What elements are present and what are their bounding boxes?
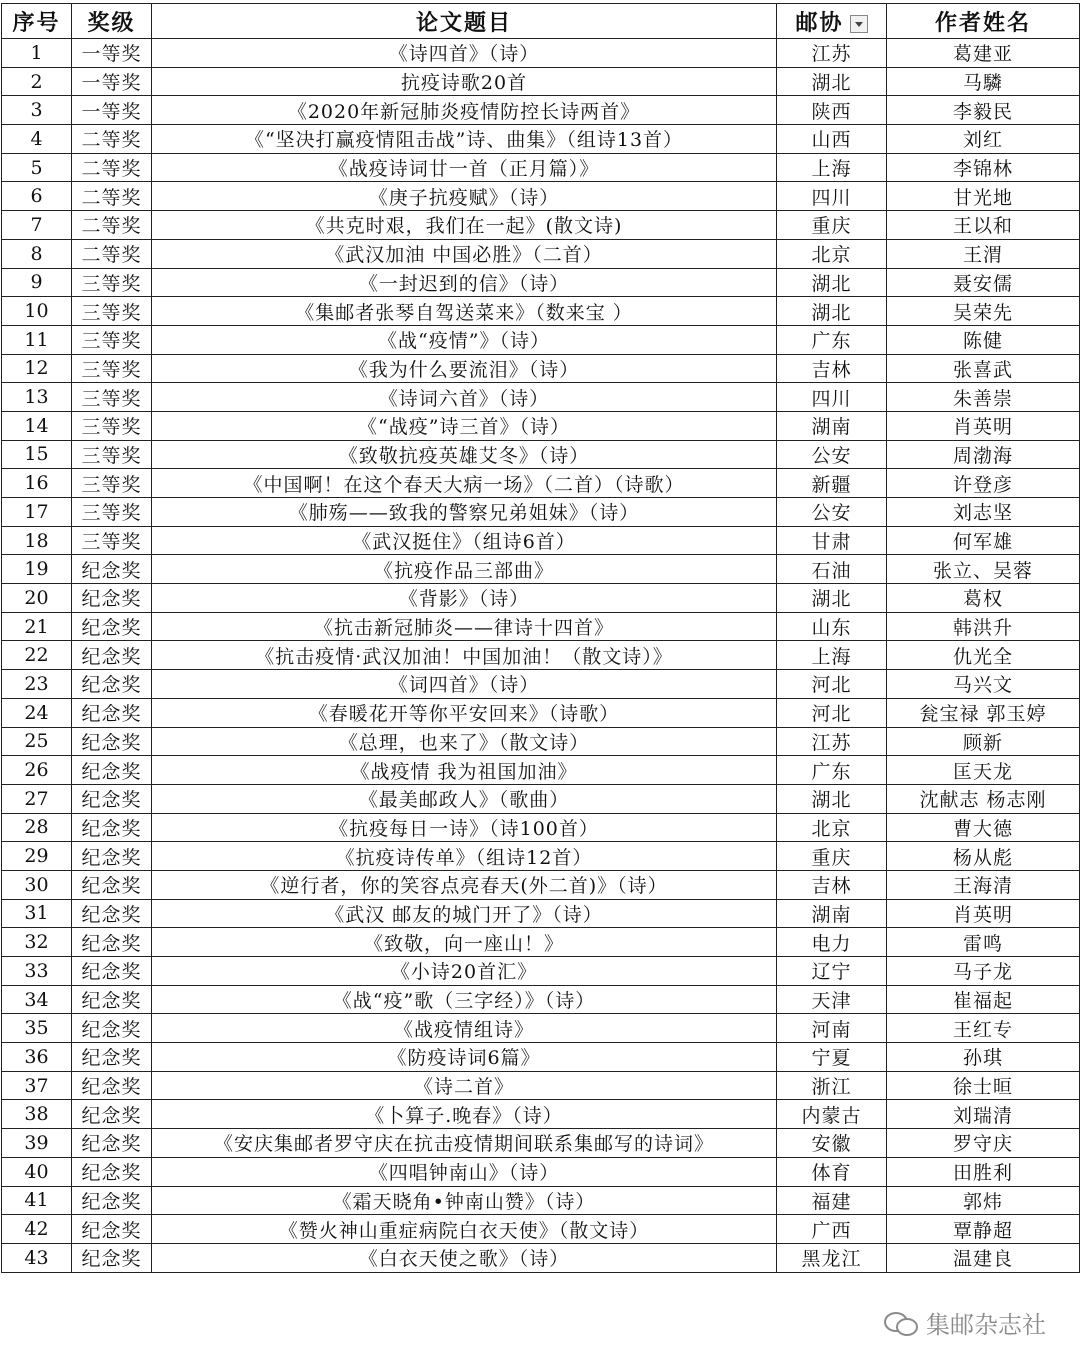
table-row bbox=[2, 670, 1080, 699]
table-row bbox=[2, 297, 1080, 326]
row-author: 温建良 bbox=[887, 1243, 1080, 1272]
row-author: 刘志坚 bbox=[887, 498, 1080, 527]
row-association: 广东 bbox=[777, 756, 887, 785]
row-award: 三等奖 bbox=[72, 440, 152, 469]
table-row bbox=[2, 1186, 1080, 1215]
row-association: 黑龙江 bbox=[777, 1243, 887, 1272]
row-author: 甘光地 bbox=[887, 182, 1080, 211]
row-association: 北京 bbox=[777, 239, 887, 268]
table-row bbox=[2, 957, 1080, 986]
row-award: 纪念奖 bbox=[72, 641, 152, 670]
row-author: 张喜武 bbox=[887, 354, 1080, 383]
row-author: 何军雄 bbox=[887, 526, 1080, 555]
row-award: 三等奖 bbox=[72, 383, 152, 412]
table-row bbox=[2, 698, 1080, 727]
row-association: 重庆 bbox=[777, 842, 887, 871]
row-award: 纪念奖 bbox=[72, 555, 152, 584]
row-association: 电力 bbox=[777, 928, 887, 957]
row-index: 33 bbox=[2, 957, 72, 986]
row-index: 42 bbox=[2, 1215, 72, 1244]
row-title: 抗疫诗歌20首 bbox=[152, 67, 777, 96]
row-author: 葛建亚 bbox=[887, 39, 1080, 68]
row-award: 纪念奖 bbox=[72, 813, 152, 842]
row-index: 35 bbox=[2, 1014, 72, 1043]
header-index: 序号 bbox=[2, 4, 72, 39]
row-index: 25 bbox=[2, 727, 72, 756]
table-row bbox=[2, 641, 1080, 670]
row-award: 三等奖 bbox=[72, 498, 152, 527]
row-award: 纪念奖 bbox=[72, 670, 152, 699]
row-association: 石油 bbox=[777, 555, 887, 584]
row-title: 《致敬，向一座山！》 bbox=[152, 928, 777, 957]
row-award: 纪念奖 bbox=[72, 928, 152, 957]
table-row bbox=[2, 96, 1080, 125]
row-association: 湖南 bbox=[777, 899, 887, 928]
row-author: 马驎 bbox=[887, 67, 1080, 96]
table-row bbox=[2, 842, 1080, 871]
row-index: 37 bbox=[2, 1071, 72, 1100]
row-title: 《“战疫”诗三首》（诗） bbox=[152, 411, 777, 440]
row-author: 覃静超 bbox=[887, 1215, 1080, 1244]
row-award: 三等奖 bbox=[72, 297, 152, 326]
table-row bbox=[2, 411, 1080, 440]
row-association: 陕西 bbox=[777, 96, 887, 125]
row-title: 《战疫诗词廿一首（正月篇）》 bbox=[152, 153, 777, 182]
header-author: 作者姓名 bbox=[887, 4, 1080, 39]
row-association: 上海 bbox=[777, 153, 887, 182]
row-title: 《肺殇——致我的警察兄弟姐妹》（诗） bbox=[152, 498, 777, 527]
row-award: 纪念奖 bbox=[72, 756, 152, 785]
row-author: 王渭 bbox=[887, 239, 1080, 268]
row-award: 三等奖 bbox=[72, 325, 152, 354]
table-row bbox=[2, 383, 1080, 412]
row-association: 上海 bbox=[777, 641, 887, 670]
row-index: 9 bbox=[2, 268, 72, 297]
row-award: 纪念奖 bbox=[72, 1043, 152, 1072]
table-row bbox=[2, 928, 1080, 957]
award-table bbox=[1, 3, 1080, 1273]
row-association: 四川 bbox=[777, 182, 887, 211]
row-association: 公安 bbox=[777, 498, 887, 527]
row-award: 纪念奖 bbox=[72, 1186, 152, 1215]
table-row bbox=[2, 469, 1080, 498]
header-row bbox=[2, 4, 1080, 39]
row-award: 纪念奖 bbox=[72, 1100, 152, 1129]
row-title: 《集邮者张琴自驾送菜来》（数来宝 ） bbox=[152, 297, 777, 326]
row-association: 新疆 bbox=[777, 469, 887, 498]
row-title: 《霜天晓角•钟南山赞》（诗） bbox=[152, 1186, 777, 1215]
row-association: 内蒙古 bbox=[777, 1100, 887, 1129]
row-title: 《白衣天使之歌》（诗） bbox=[152, 1243, 777, 1272]
row-index: 18 bbox=[2, 526, 72, 555]
row-association: 河北 bbox=[777, 670, 887, 699]
row-award: 纪念奖 bbox=[72, 784, 152, 813]
row-index: 36 bbox=[2, 1043, 72, 1072]
row-title: 《战疫情 我为祖国加油》 bbox=[152, 756, 777, 785]
table-row bbox=[2, 1243, 1080, 1272]
row-award: 一等奖 bbox=[72, 39, 152, 68]
row-association: 重庆 bbox=[777, 211, 887, 240]
table-row bbox=[2, 125, 1080, 154]
row-title: 《诗词六首》（诗） bbox=[152, 383, 777, 412]
row-award: 三等奖 bbox=[72, 469, 152, 498]
row-title: 《诗二首》 bbox=[152, 1071, 777, 1100]
row-association: 体育 bbox=[777, 1157, 887, 1186]
row-title: 《四唱钟南山》（诗） bbox=[152, 1157, 777, 1186]
row-index: 7 bbox=[2, 211, 72, 240]
row-title: 《卜算子.晚春》（诗） bbox=[152, 1100, 777, 1129]
row-author: 肖英明 bbox=[887, 411, 1080, 440]
table-row bbox=[2, 784, 1080, 813]
header-association-label: 邮协 bbox=[795, 9, 844, 36]
row-index: 1 bbox=[2, 39, 72, 68]
row-association: 湖北 bbox=[777, 67, 887, 96]
row-index: 40 bbox=[2, 1157, 72, 1186]
row-title: 《武汉加油 中国必胜》（二首） bbox=[152, 239, 777, 268]
row-title: 《最美邮政人》（歌曲） bbox=[152, 784, 777, 813]
row-association: 湖北 bbox=[777, 784, 887, 813]
table-row bbox=[2, 239, 1080, 268]
row-association: 江苏 bbox=[777, 39, 887, 68]
filter-dropdown-icon[interactable] bbox=[850, 15, 868, 33]
row-index: 21 bbox=[2, 612, 72, 641]
row-author: 刘瑞清 bbox=[887, 1100, 1080, 1129]
row-index: 28 bbox=[2, 813, 72, 842]
row-award: 二等奖 bbox=[72, 211, 152, 240]
table-row bbox=[2, 498, 1080, 527]
row-title: 《总理，也来了》（散文诗） bbox=[152, 727, 777, 756]
row-author: 王海清 bbox=[887, 870, 1080, 899]
row-association: 宁夏 bbox=[777, 1043, 887, 1072]
row-title: 《庚子抗疫赋》（诗） bbox=[152, 182, 777, 211]
row-association: 湖北 bbox=[777, 297, 887, 326]
row-title: 《抗疫诗传单》（组诗12首） bbox=[152, 842, 777, 871]
table-row bbox=[2, 727, 1080, 756]
row-index: 30 bbox=[2, 870, 72, 899]
row-association: 广东 bbox=[777, 325, 887, 354]
row-author: 罗守庆 bbox=[887, 1129, 1080, 1158]
row-author: 雷鸣 bbox=[887, 928, 1080, 957]
row-author: 田胜利 bbox=[887, 1157, 1080, 1186]
header-association bbox=[777, 4, 887, 39]
row-index: 3 bbox=[2, 96, 72, 125]
row-association: 湖北 bbox=[777, 584, 887, 613]
table-row bbox=[2, 182, 1080, 211]
row-award: 纪念奖 bbox=[72, 1129, 152, 1158]
row-title: 《抗疫每日一诗》（诗100首） bbox=[152, 813, 777, 842]
table-row bbox=[2, 354, 1080, 383]
row-index: 32 bbox=[2, 928, 72, 957]
row-author: 仇光全 bbox=[887, 641, 1080, 670]
table-row bbox=[2, 756, 1080, 785]
row-title: 《武汉 邮友的城门开了》（诗） bbox=[152, 899, 777, 928]
row-index: 10 bbox=[2, 297, 72, 326]
row-index: 39 bbox=[2, 1129, 72, 1158]
row-index: 16 bbox=[2, 469, 72, 498]
row-association: 吉林 bbox=[777, 870, 887, 899]
row-author: 马兴文 bbox=[887, 670, 1080, 699]
row-author: 马子龙 bbox=[887, 957, 1080, 986]
row-award: 纪念奖 bbox=[72, 985, 152, 1014]
row-title: 《中国啊！在这个春天大病一场》（二首）（诗歌） bbox=[152, 469, 777, 498]
row-award: 纪念奖 bbox=[72, 612, 152, 641]
row-author: 崔福起 bbox=[887, 985, 1080, 1014]
table-row bbox=[2, 1157, 1080, 1186]
table-row bbox=[2, 211, 1080, 240]
row-association: 河北 bbox=[777, 698, 887, 727]
row-author: 刘红 bbox=[887, 125, 1080, 154]
table-row bbox=[2, 899, 1080, 928]
table-row bbox=[2, 985, 1080, 1014]
table-row bbox=[2, 813, 1080, 842]
row-association: 北京 bbox=[777, 813, 887, 842]
row-award: 二等奖 bbox=[72, 182, 152, 211]
row-author: 孙琪 bbox=[887, 1043, 1080, 1072]
table-row bbox=[2, 1129, 1080, 1158]
row-author: 徐士晅 bbox=[887, 1071, 1080, 1100]
row-award: 纪念奖 bbox=[72, 1215, 152, 1244]
row-association: 甘肃 bbox=[777, 526, 887, 555]
row-index: 4 bbox=[2, 125, 72, 154]
row-association: 四川 bbox=[777, 383, 887, 412]
row-index: 23 bbox=[2, 670, 72, 699]
row-title: 《我为什么要流泪》（诗） bbox=[152, 354, 777, 383]
row-association: 湖北 bbox=[777, 268, 887, 297]
row-title: 《战“疫情”》（诗） bbox=[152, 325, 777, 354]
row-title: 《战疫情组诗》 bbox=[152, 1014, 777, 1043]
row-author: 顾新 bbox=[887, 727, 1080, 756]
row-title: 《抗击疫情·武汉加油！中国加油！（散文诗）》 bbox=[152, 641, 777, 670]
table-row bbox=[2, 39, 1080, 68]
row-author: 张立、吴蓉 bbox=[887, 555, 1080, 584]
table-row bbox=[2, 325, 1080, 354]
row-author: 聂安儒 bbox=[887, 268, 1080, 297]
row-index: 19 bbox=[2, 555, 72, 584]
table-row bbox=[2, 1100, 1080, 1129]
header-title: 论文题目 bbox=[152, 4, 777, 39]
row-association: 安徽 bbox=[777, 1129, 887, 1158]
row-award: 三等奖 bbox=[72, 411, 152, 440]
row-index: 26 bbox=[2, 756, 72, 785]
row-author: 李毅民 bbox=[887, 96, 1080, 125]
row-author: 周渤海 bbox=[887, 440, 1080, 469]
table-row bbox=[2, 67, 1080, 96]
row-title: 《一封迟到的信》（诗） bbox=[152, 268, 777, 297]
row-association: 浙江 bbox=[777, 1071, 887, 1100]
row-title: 《抗疫作品三部曲》 bbox=[152, 555, 777, 584]
row-author: 陈健 bbox=[887, 325, 1080, 354]
wechat-icon bbox=[884, 1310, 918, 1336]
row-award: 纪念奖 bbox=[72, 698, 152, 727]
row-title: 《词四首》（诗） bbox=[152, 670, 777, 699]
row-index: 43 bbox=[2, 1243, 72, 1272]
row-title: 《安庆集邮者罗守庆在抗击疫情期间联系集邮写的诗词》 bbox=[152, 1129, 777, 1158]
row-association: 山东 bbox=[777, 612, 887, 641]
table-row bbox=[2, 268, 1080, 297]
row-author: 吴荣先 bbox=[887, 297, 1080, 326]
row-title: 《春暖花开等你平安回来》（诗歌） bbox=[152, 698, 777, 727]
row-association: 河南 bbox=[777, 1014, 887, 1043]
row-award: 纪念奖 bbox=[72, 842, 152, 871]
row-title: 《武汉挺住》（组诗6首） bbox=[152, 526, 777, 555]
row-association: 广西 bbox=[777, 1215, 887, 1244]
row-title: 《诗四首》（诗） bbox=[152, 39, 777, 68]
row-association: 吉林 bbox=[777, 354, 887, 383]
row-award: 纪念奖 bbox=[72, 1243, 152, 1272]
watermark bbox=[884, 1305, 1046, 1340]
row-title: 《小诗20首汇》 bbox=[152, 957, 777, 986]
row-index: 5 bbox=[2, 153, 72, 182]
row-author: 王以和 bbox=[887, 211, 1080, 240]
table-row bbox=[2, 440, 1080, 469]
row-association: 辽宁 bbox=[777, 957, 887, 986]
row-award: 三等奖 bbox=[72, 526, 152, 555]
row-award: 一等奖 bbox=[72, 67, 152, 96]
row-index: 38 bbox=[2, 1100, 72, 1129]
row-index: 24 bbox=[2, 698, 72, 727]
table-row bbox=[2, 1014, 1080, 1043]
row-index: 15 bbox=[2, 440, 72, 469]
row-index: 13 bbox=[2, 383, 72, 412]
table-row bbox=[2, 526, 1080, 555]
row-author: 匡天龙 bbox=[887, 756, 1080, 785]
row-index: 27 bbox=[2, 784, 72, 813]
row-award: 二等奖 bbox=[72, 153, 152, 182]
row-title: 《防疫诗词6篇》 bbox=[152, 1043, 777, 1072]
row-award: 二等奖 bbox=[72, 239, 152, 268]
row-award: 三等奖 bbox=[72, 354, 152, 383]
row-index: 11 bbox=[2, 325, 72, 354]
row-title: 《共克时艰，我们在一起》(散文诗) bbox=[152, 211, 777, 240]
row-association: 湖南 bbox=[777, 411, 887, 440]
row-title: 《背影》（诗） bbox=[152, 584, 777, 613]
header-award: 奖级 bbox=[72, 4, 152, 39]
row-index: 34 bbox=[2, 985, 72, 1014]
row-author: 许登彦 bbox=[887, 469, 1080, 498]
row-author: 葛权 bbox=[887, 584, 1080, 613]
row-award: 三等奖 bbox=[72, 268, 152, 297]
row-index: 29 bbox=[2, 842, 72, 871]
row-index: 20 bbox=[2, 584, 72, 613]
table-row bbox=[2, 1071, 1080, 1100]
row-award: 纪念奖 bbox=[72, 1071, 152, 1100]
row-author: 肖英明 bbox=[887, 899, 1080, 928]
row-title: 《赞火神山重症病院白衣天使》（散文诗） bbox=[152, 1215, 777, 1244]
row-award: 纪念奖 bbox=[72, 727, 152, 756]
watermark-text: 集邮杂志社 bbox=[926, 1311, 1046, 1339]
row-author: 曹大德 bbox=[887, 813, 1080, 842]
row-award: 纪念奖 bbox=[72, 957, 152, 986]
row-index: 8 bbox=[2, 239, 72, 268]
row-award: 纪念奖 bbox=[72, 584, 152, 613]
row-index: 17 bbox=[2, 498, 72, 527]
row-index: 2 bbox=[2, 67, 72, 96]
row-association: 公安 bbox=[777, 440, 887, 469]
row-author: 杨从彪 bbox=[887, 842, 1080, 871]
table-row bbox=[2, 153, 1080, 182]
row-author: 沈献志 杨志刚 bbox=[887, 784, 1080, 813]
row-index: 14 bbox=[2, 411, 72, 440]
table-row bbox=[2, 612, 1080, 641]
row-award: 一等奖 bbox=[72, 96, 152, 125]
row-title: 《2020年新冠肺炎疫情防控长诗两首》 bbox=[152, 96, 777, 125]
table-row bbox=[2, 870, 1080, 899]
row-title: 《逆行者，你的笑容点亮春天(外二首)》（诗） bbox=[152, 870, 777, 899]
row-award: 纪念奖 bbox=[72, 899, 152, 928]
row-author: 李锦林 bbox=[887, 153, 1080, 182]
row-index: 12 bbox=[2, 354, 72, 383]
row-author: 韩洪升 bbox=[887, 612, 1080, 641]
table-row bbox=[2, 1043, 1080, 1072]
row-title: 《“坚决打赢疫情阻击战”诗、曲集》（组诗13首） bbox=[152, 125, 777, 154]
row-award: 二等奖 bbox=[72, 125, 152, 154]
row-index: 22 bbox=[2, 641, 72, 670]
row-association: 天津 bbox=[777, 985, 887, 1014]
row-title: 《抗击新冠肺炎——律诗十四首》 bbox=[152, 612, 777, 641]
row-index: 31 bbox=[2, 899, 72, 928]
row-association: 江苏 bbox=[777, 727, 887, 756]
row-title: 《致敬抗疫英雄艾冬》（诗） bbox=[152, 440, 777, 469]
table-row bbox=[2, 1215, 1080, 1244]
row-author: 王红专 bbox=[887, 1014, 1080, 1043]
row-index: 41 bbox=[2, 1186, 72, 1215]
row-association: 山西 bbox=[777, 125, 887, 154]
table-body bbox=[2, 39, 1080, 1273]
row-award: 纪念奖 bbox=[72, 1014, 152, 1043]
table-row bbox=[2, 555, 1080, 584]
row-index: 6 bbox=[2, 182, 72, 211]
row-author: 朱善崇 bbox=[887, 383, 1080, 412]
row-association: 福建 bbox=[777, 1186, 887, 1215]
row-author: 郭炜 bbox=[887, 1186, 1080, 1215]
table-row bbox=[2, 584, 1080, 613]
row-author: 瓮宝禄 郭玉婷 bbox=[887, 698, 1080, 727]
row-title: 《战“疫”歌（三字经）》（诗） bbox=[152, 985, 777, 1014]
row-award: 纪念奖 bbox=[72, 870, 152, 899]
row-award: 纪念奖 bbox=[72, 1157, 152, 1186]
